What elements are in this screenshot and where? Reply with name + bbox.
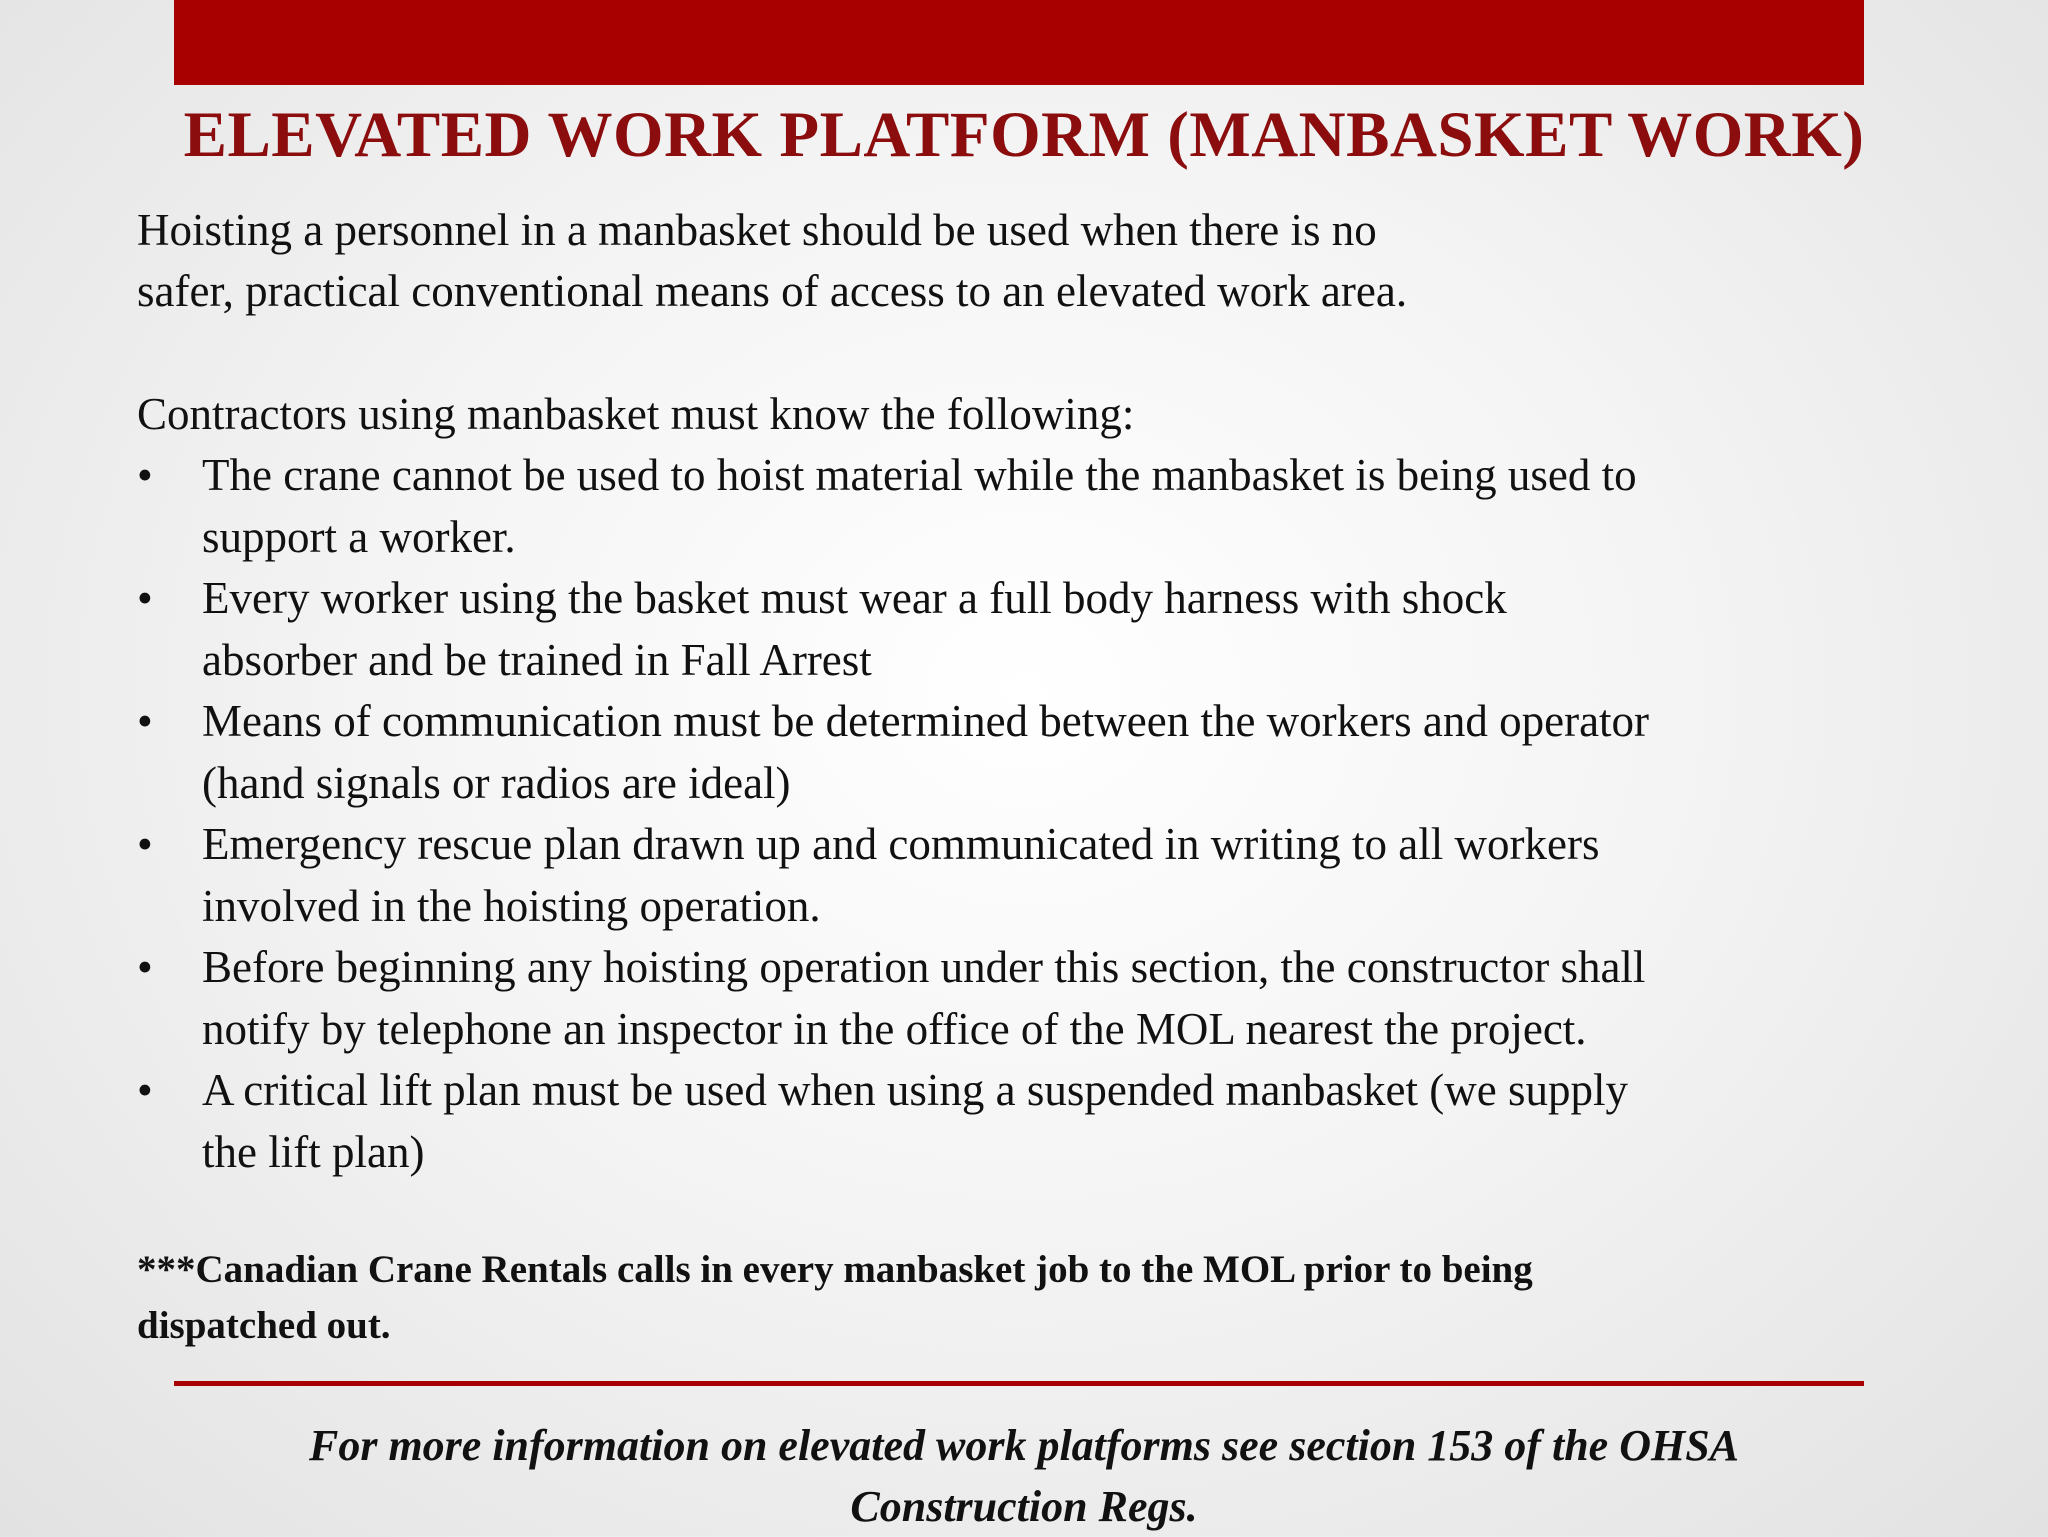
list-item	[137, 814, 1917, 937]
footer-line: For more information on elevated work platforms see section 153 of the OHSA	[308, 1421, 1740, 1470]
note-line: ***Canadian Crane Rentals calls in every manbasket job to the MOL prior to being	[137, 1248, 1533, 1291]
list-item	[137, 937, 1917, 1060]
slide-title: ELEVATED WORK PLATFORM (MANBASKET WORK)	[183, 99, 1865, 171]
list-item	[137, 1060, 1917, 1183]
list-item-line: Before beginning any hoisting operation under this section, the constructor shall	[202, 942, 1646, 992]
list-item-line: Emergency rescue plan drawn up and communicated in writing to all workers	[202, 819, 1600, 869]
list-item-line: notify by telephone an inspector in the office of the MOL nearest the project.	[202, 1003, 1587, 1054]
list-item-line: A critical lift plan must be used when using a suspended manbasket (we supply	[202, 1065, 1628, 1115]
list-item-line: absorber and be trained in Fall Arrest	[202, 634, 872, 685]
list-item-line: The crane cannot be used to hoist material while the manbasket is being used to	[202, 450, 1637, 500]
list-item-line: support a worker.	[202, 511, 516, 562]
bullet-icon: •	[137, 1065, 153, 1115]
footer-line: Construction Regs.	[850, 1482, 1198, 1531]
bullet-icon: •	[137, 573, 153, 623]
list-item-line: Every worker using the basket must wear a full body harness with shock	[202, 573, 1507, 623]
list-item	[137, 568, 1917, 691]
list-item-line: (hand signals or radios are ideal)	[202, 757, 791, 808]
list-item-line: the lift plan)	[202, 1126, 425, 1177]
company-note	[137, 1242, 1837, 1354]
intro-line: Hoisting a personnel in a manbasket should be used when there is no	[137, 205, 1377, 255]
list-item-line: Means of communication must be determined between the workers and operator	[202, 696, 1650, 746]
note-line: dispatched out.	[137, 1304, 391, 1347]
bullet-icon: •	[137, 819, 153, 869]
bullet-icon: •	[137, 942, 153, 992]
intro-line: safer, practical conventional means of access to an elevated work area.	[137, 266, 1408, 316]
top-accent-bar	[174, 0, 1864, 85]
intro-paragraph	[137, 200, 1917, 322]
list-item-line: involved in the hoisting operation.	[202, 880, 821, 931]
bullet-icon: •	[137, 696, 153, 746]
list-lead-text: Contractors using manbasket must know the following:	[137, 389, 1135, 439]
list-item	[137, 691, 1917, 814]
footer-divider	[174, 1381, 1864, 1386]
footer-reference	[0, 1415, 2048, 1537]
list-item	[137, 445, 1917, 568]
bullet-icon: •	[137, 450, 153, 500]
requirements-list	[137, 445, 1917, 1183]
